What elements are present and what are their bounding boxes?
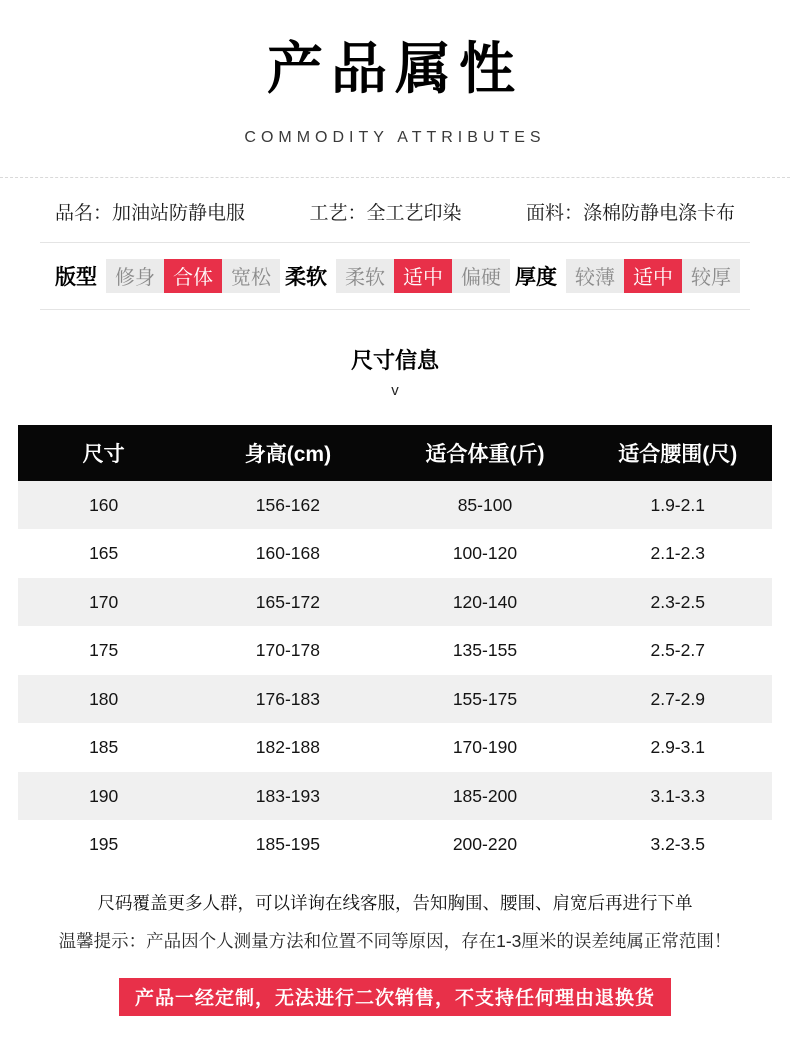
cell-size: 170 (89, 591, 119, 612)
cell-waist: 2.3-2.5 (650, 591, 705, 612)
cell-weight: 155-175 (452, 688, 518, 709)
cell-size: 175 (89, 640, 119, 661)
attr-group-softness (285, 259, 510, 293)
page-title: 产品属性 (267, 37, 523, 100)
cell-height: 170-178 (255, 640, 320, 661)
table-row (18, 723, 772, 772)
cell-size: 165 (89, 543, 119, 564)
chip-thin: 较薄 (566, 259, 624, 293)
chip-medium-thick-selected: 适中 (624, 259, 682, 293)
chip-soft: 柔软 (336, 259, 394, 293)
cell-weight: 200-220 (452, 834, 518, 855)
chip-slim: 修身 (106, 259, 164, 293)
chevron-down-icon: v (391, 381, 399, 399)
col-header-waist: 适合腰围(尺) (618, 442, 738, 466)
table-row (18, 481, 772, 530)
attribute-row (0, 243, 790, 309)
table-row (18, 772, 772, 821)
cell-weight: 170-190 (452, 737, 518, 758)
size-section-title: 尺寸信息 (350, 347, 439, 373)
size-table (18, 425, 772, 869)
cell-waist: 2.7-2.9 (650, 688, 705, 709)
cell-height: 183-193 (255, 785, 320, 806)
cell-weight: 120-140 (452, 591, 518, 612)
cell-size: 190 (89, 785, 119, 806)
cell-height: 156-162 (255, 494, 320, 515)
cell-weight: 135-155 (452, 640, 518, 661)
attr-chips-cut (106, 259, 280, 293)
chip-fit-selected: 合体 (164, 259, 222, 293)
table-row (18, 675, 772, 724)
cell-waist: 2.9-3.1 (650, 737, 705, 758)
cell-waist: 3.2-3.5 (650, 834, 705, 855)
cell-height: 165-172 (255, 591, 320, 612)
cell-size: 185 (89, 737, 119, 758)
product-craft: 工艺：全工艺印染 (309, 202, 462, 224)
cell-weight: 85-100 (457, 494, 513, 515)
chip-medium-selected: 适中 (394, 259, 452, 293)
col-header-size: 尺寸 (82, 442, 125, 466)
attr-label-cut: 版型 (55, 265, 97, 289)
cell-height: 176-183 (255, 688, 320, 709)
size-coverage-note: 尺码覆盖更多人群，可以详询在线客服，告知胸围、腰围、肩宽后再进行下单 (97, 892, 693, 913)
attr-label-thickness: 厚度 (515, 265, 557, 289)
measurement-tip-note: 温馨提示：产品因个人测量方法和位置不同等原因，存在1-3厘米的误差纯属正常范围！ (58, 930, 732, 951)
cell-weight: 100-120 (452, 543, 518, 564)
cell-height: 185-195 (255, 834, 320, 855)
cell-size: 160 (89, 494, 119, 515)
product-name: 品名：加油站防静电服 (55, 202, 246, 224)
product-info-row (0, 178, 790, 242)
table-row (18, 529, 772, 578)
cell-waist: 2.5-2.7 (650, 640, 705, 661)
table-row (18, 820, 772, 869)
col-header-weight: 适合体重(斤) (425, 442, 545, 466)
cell-height: 182-188 (255, 737, 320, 758)
no-return-banner: 产品一经定制，无法进行二次销售，不支持任何理由退换货 (119, 978, 671, 1016)
cell-size: 180 (89, 688, 119, 709)
table-row (18, 626, 772, 675)
attr-group-cut (55, 259, 280, 293)
cell-weight: 185-200 (452, 785, 518, 806)
table-row (18, 578, 772, 627)
chip-hard: 偏硬 (452, 259, 510, 293)
chip-loose: 宽松 (222, 259, 280, 293)
size-table-header (18, 425, 772, 481)
cell-height: 160-168 (255, 543, 320, 564)
attr-label-softness: 柔软 (285, 265, 327, 289)
cell-waist: 1.9-2.1 (650, 494, 705, 515)
cell-size: 195 (89, 834, 119, 855)
cell-waist: 3.1-3.3 (650, 785, 705, 806)
page-subtitle: COMMODITY ATTRIBUTES (244, 128, 546, 146)
product-fabric: 面料：涤棉防静电涤卡布 (525, 202, 735, 224)
solid-divider-bottom (40, 309, 750, 310)
attr-chips-softness (336, 259, 510, 293)
col-header-height: 身高(cm) (244, 442, 332, 466)
cell-waist: 2.1-2.3 (650, 543, 705, 564)
attr-chips-thickness (566, 259, 740, 293)
chip-thick: 较厚 (682, 259, 740, 293)
attr-group-thickness (515, 259, 740, 293)
title-block (0, 0, 790, 147)
